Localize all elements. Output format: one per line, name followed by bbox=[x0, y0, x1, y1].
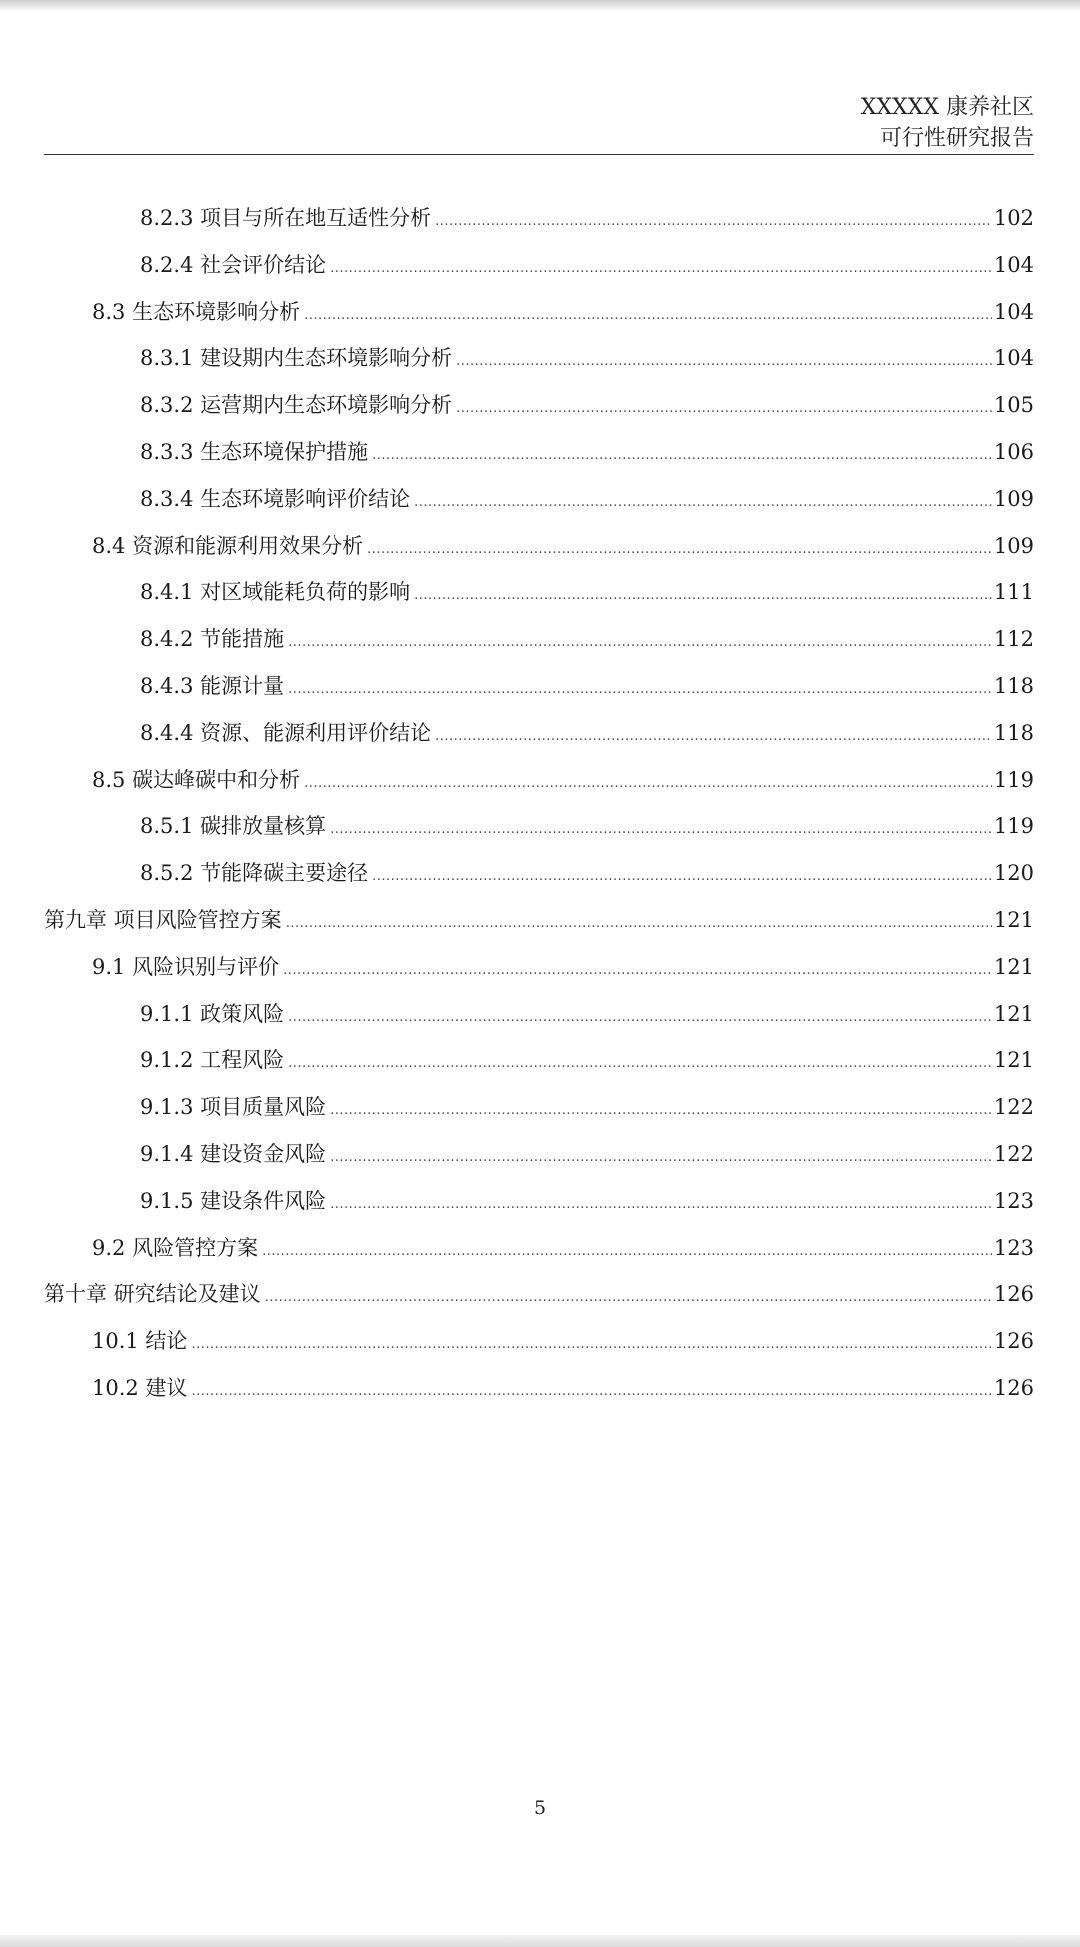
toc-dot-leader bbox=[191, 1337, 991, 1352]
toc-entry-page: 118 bbox=[993, 673, 1034, 698]
toc-dot-leader bbox=[283, 963, 992, 978]
toc-entry[interactable] bbox=[44, 1185, 1034, 1232]
toc-entry[interactable] bbox=[44, 810, 1034, 857]
toc-entry-title: 9.1.4 建设资金风险 bbox=[140, 1141, 327, 1166]
toc-dot-leader bbox=[330, 822, 992, 837]
toc-entry-title: 8.4.4 资源、能源利用评价结论 bbox=[140, 720, 432, 745]
toc-entry-title: 9.1.5 建设条件风险 bbox=[140, 1188, 327, 1213]
toc-entry[interactable] bbox=[44, 1325, 1034, 1372]
page-bottom-edge bbox=[0, 1935, 1080, 1947]
toc-dot-leader bbox=[265, 1290, 992, 1305]
toc-entry-title: 8.4 资源和能源利用效果分析 bbox=[92, 533, 364, 558]
toc-entry-page: 126 bbox=[993, 1375, 1034, 1400]
toc-entry[interactable] bbox=[44, 764, 1034, 811]
toc-dot-leader bbox=[435, 729, 992, 744]
toc-entry-page: 104 bbox=[993, 346, 1034, 371]
toc-dot-leader bbox=[367, 542, 992, 557]
toc-entry-title: 8.3.1 建设期内生态环境影响分析 bbox=[140, 346, 453, 371]
toc-entry[interactable] bbox=[44, 857, 1034, 904]
toc-entry-page: 118 bbox=[993, 720, 1034, 745]
toc-entry[interactable] bbox=[44, 342, 1034, 389]
toc-entry-title: 第十章 研究结论及建议 bbox=[44, 1282, 261, 1307]
toc-entry-page: 122 bbox=[993, 1141, 1034, 1166]
toc-dot-leader bbox=[304, 308, 992, 323]
toc-dot-leader bbox=[288, 682, 992, 697]
toc-dot-leader bbox=[456, 354, 992, 369]
toc-entry[interactable] bbox=[44, 998, 1034, 1045]
toc-entry-page: 121 bbox=[993, 954, 1034, 979]
header-report-type: 可行性研究报告 bbox=[879, 126, 1034, 151]
toc-entry-page: 119 bbox=[993, 814, 1034, 839]
toc-entry-page: 109 bbox=[993, 486, 1034, 511]
toc-entry-title: 9.1 风险识别与评价 bbox=[92, 954, 280, 979]
toc-entry-page: 104 bbox=[993, 252, 1034, 277]
toc-entry[interactable] bbox=[44, 1278, 1034, 1325]
toc-entry-page: 109 bbox=[993, 533, 1034, 558]
toc-entry-title: 8.5.1 碳排放量核算 bbox=[140, 814, 327, 839]
toc-entry-title: 10.1 结论 bbox=[92, 1329, 188, 1354]
toc-entry[interactable] bbox=[44, 670, 1034, 717]
toc-entry-title: 8.4.2 节能措施 bbox=[140, 627, 285, 652]
toc-entry-page: 122 bbox=[993, 1095, 1034, 1120]
toc-entry[interactable] bbox=[44, 296, 1034, 343]
toc-dot-leader bbox=[288, 1056, 992, 1071]
header-project-name: XXXXX 康养社区 bbox=[860, 95, 1034, 120]
toc-entry-title: 8.3 生态环境影响分析 bbox=[92, 299, 301, 324]
toc-entry-title: 8.3.4 生态环境影响评价结论 bbox=[140, 486, 411, 511]
toc-entry[interactable] bbox=[44, 483, 1034, 530]
toc-entry-page: 126 bbox=[993, 1329, 1034, 1354]
toc-entry-title: 8.4.3 能源计量 bbox=[140, 673, 285, 698]
toc-dot-leader bbox=[286, 916, 992, 931]
toc-entry[interactable] bbox=[44, 1091, 1034, 1138]
toc-dot-leader bbox=[372, 448, 992, 463]
page-top-edge bbox=[0, 0, 1080, 10]
toc-entry[interactable] bbox=[44, 623, 1034, 670]
toc-entry-page: 123 bbox=[993, 1235, 1034, 1260]
toc-entry[interactable] bbox=[44, 951, 1034, 998]
toc-entry[interactable] bbox=[44, 1138, 1034, 1185]
toc-dot-leader bbox=[330, 1103, 992, 1118]
toc-entry[interactable] bbox=[44, 436, 1034, 483]
toc-entry[interactable] bbox=[44, 530, 1034, 577]
toc-entry-title: 9.1.2 工程风险 bbox=[140, 1048, 285, 1073]
toc-dot-leader bbox=[288, 1010, 992, 1025]
toc-entry[interactable] bbox=[44, 249, 1034, 296]
toc-entry-page: 121 bbox=[993, 907, 1034, 932]
toc-entry-title: 8.2.4 社会评价结论 bbox=[140, 252, 327, 277]
toc-entry-title: 第九章 项目风险管控方案 bbox=[44, 907, 282, 932]
toc-entry[interactable] bbox=[44, 1232, 1034, 1279]
toc-dot-leader bbox=[456, 401, 992, 416]
toc-dot-leader bbox=[330, 1150, 992, 1165]
toc-entry-page: 105 bbox=[993, 393, 1034, 418]
toc-entry-title: 8.5.2 节能降碳主要途径 bbox=[140, 861, 369, 886]
toc-entry-page: 123 bbox=[993, 1188, 1034, 1213]
running-header bbox=[861, 92, 1034, 154]
toc-dot-leader bbox=[330, 1197, 992, 1212]
toc-entry-page: 121 bbox=[993, 1048, 1034, 1073]
toc-entry-page: 106 bbox=[993, 439, 1034, 464]
toc-entry-page: 104 bbox=[993, 299, 1034, 324]
toc-entry-title: 9.1.3 项目质量风险 bbox=[140, 1095, 327, 1120]
toc-entry-page: 112 bbox=[993, 627, 1034, 652]
toc-entry-title: 8.3.3 生态环境保护措施 bbox=[140, 439, 369, 464]
toc-dot-leader bbox=[304, 776, 992, 791]
toc-dot-leader bbox=[191, 1384, 991, 1399]
toc-entry-title: 9.2 风险管控方案 bbox=[92, 1235, 259, 1260]
toc-entry[interactable] bbox=[44, 1372, 1034, 1419]
toc-dot-leader bbox=[288, 635, 992, 650]
toc-entry-page: 102 bbox=[993, 206, 1034, 230]
toc-entry[interactable] bbox=[44, 389, 1034, 436]
toc-entry-title: 8.3.2 运营期内生态环境影响分析 bbox=[140, 393, 453, 418]
toc-entry-title: 8.4.1 对区域能耗负荷的影响 bbox=[140, 580, 411, 605]
toc-entry-title: 9.1.1 政策风险 bbox=[140, 1001, 285, 1026]
toc-entry-title: 8.5 碳达峰碳中和分析 bbox=[92, 767, 301, 792]
toc-entry[interactable] bbox=[44, 717, 1034, 764]
toc-entry[interactable] bbox=[44, 202, 1034, 249]
toc-dot-leader bbox=[414, 495, 992, 510]
toc-entry-page: 121 bbox=[993, 1001, 1034, 1026]
toc-entry[interactable] bbox=[44, 904, 1034, 951]
toc-entry-page: 126 bbox=[993, 1282, 1034, 1307]
toc-dot-leader bbox=[262, 1244, 992, 1259]
toc-dot-leader bbox=[414, 588, 992, 603]
toc-dot-leader bbox=[330, 261, 992, 276]
page-number: 5 bbox=[533, 1797, 547, 1819]
toc-entry[interactable] bbox=[44, 1044, 1034, 1091]
toc-entry-page: 119 bbox=[993, 767, 1034, 792]
toc-entry-page: 111 bbox=[993, 580, 1034, 605]
toc-dot-leader bbox=[372, 869, 992, 884]
toc-entry-title: 10.2 建议 bbox=[92, 1375, 188, 1400]
toc-entry[interactable] bbox=[44, 576, 1034, 623]
toc-dot-leader bbox=[435, 214, 992, 229]
table-of-contents bbox=[44, 202, 1034, 1419]
toc-entry-title: 8.2.3 项目与所在地互适性分析 bbox=[140, 206, 432, 230]
header-divider bbox=[44, 154, 1034, 155]
toc-entry-page: 120 bbox=[993, 861, 1034, 886]
